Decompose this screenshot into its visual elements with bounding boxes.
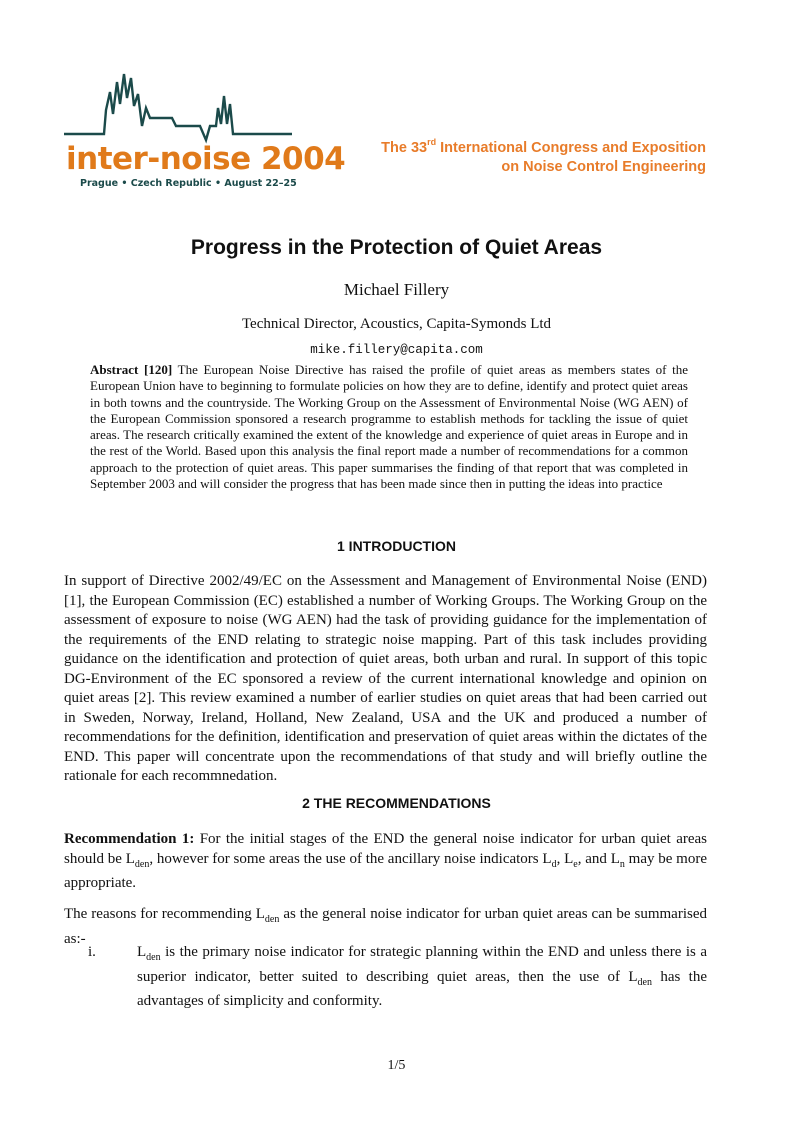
inter-noise-logo <box>60 68 346 192</box>
introduction-paragraph: In support of Directive 2002/49/EC on the Assessment and Management of Environmental Noise (END) [1], the European Commission (EC) established a number of Working Groups. The Working Group on the assessment of exposure to noise (WG AEN) had the task of providing guidance for the implementation of the requirements of the END relating to strategic noise mapping. Part of this task includes providing guidance on the identification and protection of quiet areas, both urban and rural. In support of this topic DG-Environment of the EC sponsored a review of the current international knowledge and opinion on quiet areas [2]. This review examined a number of earlier studies on quiet areas that had been carried out in Sweden, Norway, Ireland, Holland, New Zealand, USA and the UK and produced a number of recommendations for the definition, identification and preservation of quiet areas within the dictates of the END. This paper will concentrate upon the recommendations of that study and will briefly outline the rationale for each recommnedation. <box>64 573 707 784</box>
list-item-number: i. <box>88 944 96 960</box>
abstract-label: Abstract [120] <box>90 362 173 377</box>
author-affiliation: Technical Director, Acoustics, Capita-Symonds Ltd <box>241 316 552 332</box>
logo-subline: Prague • Czech Republic • August 22–25 <box>80 178 297 189</box>
logo-wordmark: inter-noise 2004 <box>66 141 346 177</box>
list-item <box>64 943 707 1012</box>
section-heading-recommendations: 2 THE RECOMMENDATIONS <box>302 795 491 811</box>
congress-header <box>381 139 706 177</box>
congress-line-1: The 33rd International Congress and Exposition <box>381 137 706 156</box>
section-heading-introduction: 1 INTRODUCTION <box>337 538 456 554</box>
list-item-text: $L_{den}$ is the primary noise indicator for strategic planning within the END and unless there is a superior indicator, better suited to describing quiet areas, then the use of $L_{den}$ has the advantages of simplicity and conformity. <box>137 944 708 1009</box>
paper-title: Progress in the Protection of Quiet Areas <box>190 236 603 259</box>
congress-line-2: on Noise Control Engineering <box>501 159 706 175</box>
author-name: Michael Fillery <box>343 280 450 299</box>
recommendation-1-paragraph: Recommendation 1: For the initial stages of the END the general noise indicator for urban quiet areas should be $L_{den}$, however for some areas the use of the ancillary noise indicators $L_d$, $L_e$, and $L_n$ may be more appropriate. <box>64 831 708 891</box>
reasons-paragraph: The reasons for recommending $L_{den}$ as the general noise indicator for urban quiet areas can be summarised as:- <box>64 906 707 947</box>
page-number: 1/5 <box>387 1058 406 1073</box>
abstract <box>90 362 688 492</box>
author-email[interactable]: mike.fillery@capita.com <box>310 343 483 357</box>
abstract-text: The European Noise Directive has raised the profile of quiet areas as members states of the European Union have to beginning to formulate policies on how they are to define, identify and protect quiet areas in both towns and the countryside. The Working Group on the Assessment of Environmental Noise (WG AEN) of the European Commission sponsored a research programme to establish methods for tackling the issue of quiet areas. The research critically examined the extent of the knowledge and experience of quiet areas in Europe and in the rest of the World. Based upon this analysis the final report made a number of recommendations for a common approach to the protection of quiet areas. This paper summarises the finding of that report that was completed in September 2003 and will consider the progress that has been made since then in putting the ideas into practice <box>90 362 688 492</box>
